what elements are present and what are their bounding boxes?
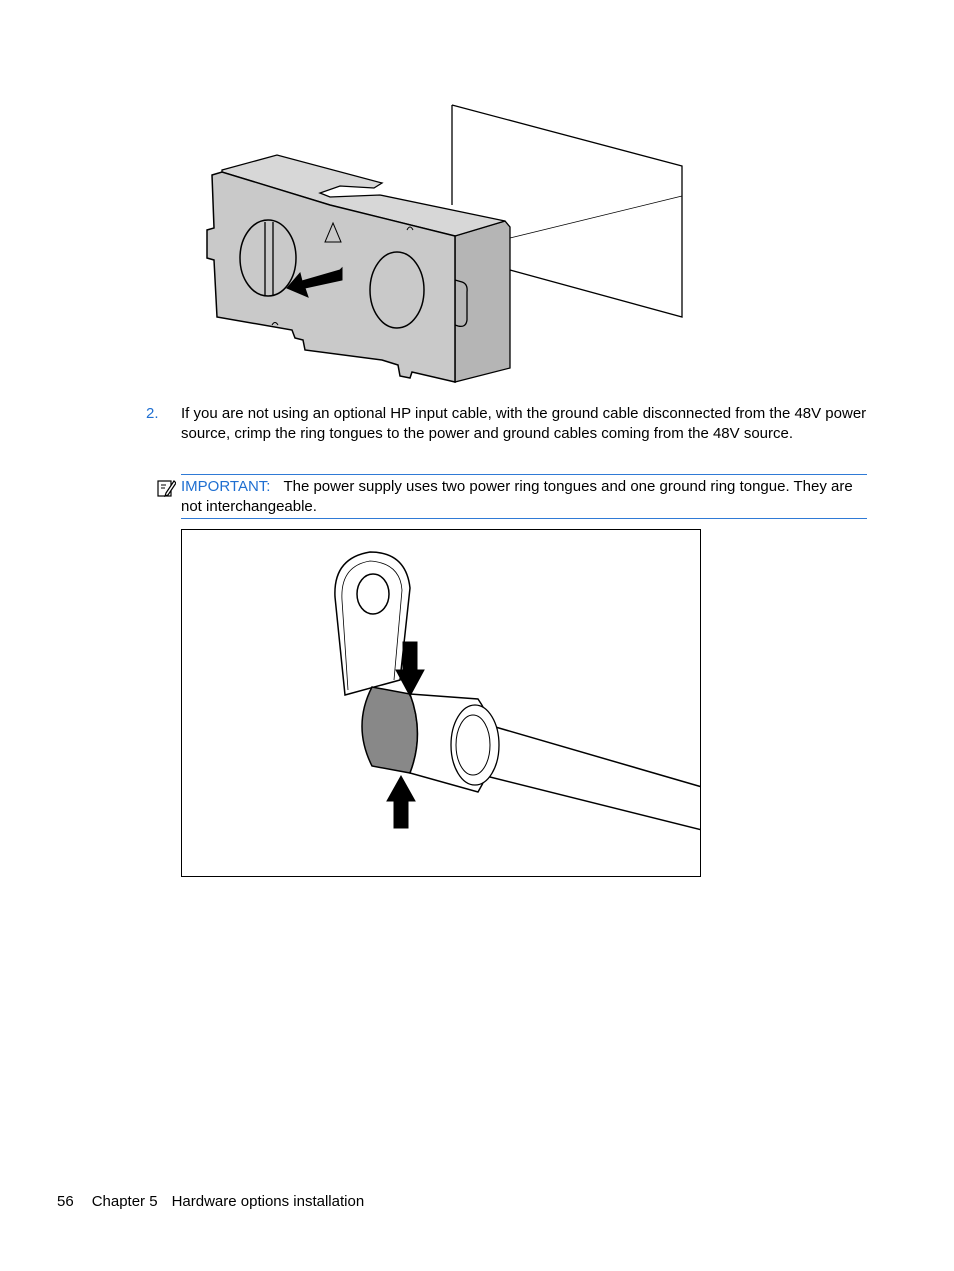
- footer-chapter: Chapter 5: [91, 1193, 158, 1210]
- step-text: If you are not using an optional HP input cable, with the ground cable disconnected from the 48V power source, crimp the ring tongues to the power and ground cables coming from the 48V source.: [181, 405, 867, 442]
- step-number: 2.: [146, 405, 159, 422]
- blank-cover-illustration: [200, 100, 690, 385]
- important-text: The power supply uses two power ring tongues and one ground ring tongue. They are not interchangeable.: [181, 478, 853, 515]
- crimp-up-arrow-icon: [387, 776, 415, 828]
- page-footer: [57, 1192, 364, 1211]
- left-knockout: [240, 220, 296, 296]
- ring-hole: [357, 574, 389, 614]
- page-number: 56: [57, 1193, 74, 1210]
- cable: [482, 726, 701, 830]
- ring-tongue-crimp-illustration: [181, 529, 701, 877]
- important-pencil-icon: [157, 478, 176, 498]
- crimp-band: [362, 687, 418, 773]
- important-label: IMPORTANT:: [181, 478, 271, 495]
- cover-side-face: [455, 221, 510, 382]
- right-knockout: [370, 252, 424, 328]
- footer-title: Hardware options installation: [171, 1193, 365, 1210]
- important-note: [181, 474, 867, 519]
